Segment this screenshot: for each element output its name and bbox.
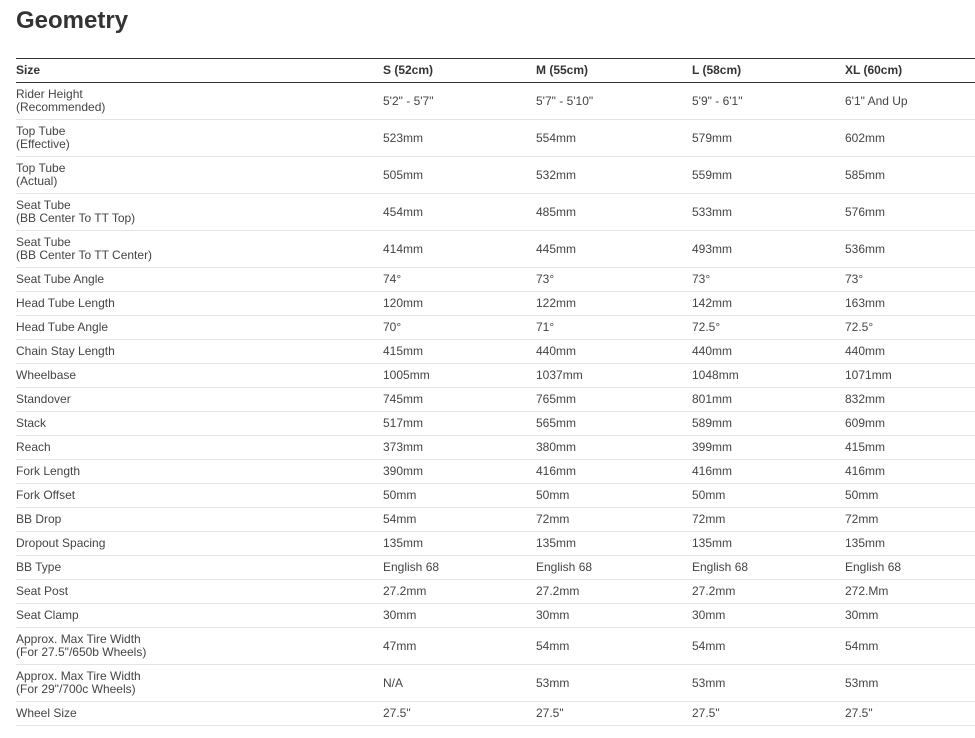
cell-xl: 72mm bbox=[845, 512, 879, 526]
row-label bbox=[16, 316, 383, 340]
cell-l: 27.5" bbox=[692, 706, 720, 720]
cell-s: N/A bbox=[383, 675, 404, 690]
column-header-l: L (58cm) bbox=[692, 63, 742, 77]
cell-l: 30mm bbox=[692, 608, 726, 622]
row-label bbox=[16, 460, 383, 484]
row-label-text: Top Tube bbox=[16, 124, 66, 138]
cell-l: 50mm bbox=[692, 488, 726, 502]
cell-m: 765mm bbox=[536, 392, 577, 406]
page-title: Geometry bbox=[16, 7, 129, 34]
cell-m: 554mm bbox=[536, 130, 577, 145]
row-label-text: Reach bbox=[16, 440, 51, 454]
row-label bbox=[16, 194, 383, 231]
geometry-table bbox=[16, 58, 975, 726]
row-label-text: Fork Offset bbox=[16, 488, 76, 502]
table-row bbox=[16, 388, 975, 412]
row-label-text: Rider Height bbox=[16, 87, 83, 101]
cell-s: 390mm bbox=[383, 464, 424, 478]
table-body bbox=[16, 83, 975, 726]
column-header-size: Size bbox=[16, 63, 41, 77]
cell-l: 589mm bbox=[692, 416, 733, 430]
row-label bbox=[16, 508, 383, 532]
cell-xl: 6'1" And Up bbox=[845, 93, 908, 108]
cell-xl: 585mm bbox=[845, 167, 886, 182]
cell-xl: 832mm bbox=[845, 392, 886, 406]
table-row bbox=[16, 157, 975, 194]
cell-m: 54mm bbox=[536, 638, 570, 653]
row-label-text: BB Drop bbox=[16, 512, 62, 526]
cell-m: 27.5" bbox=[536, 706, 564, 720]
cell-s: 30mm bbox=[383, 608, 417, 622]
table-row bbox=[16, 364, 975, 388]
row-label-subtext: (BB Center To TT Center) bbox=[16, 248, 153, 262]
cell-l: 440mm bbox=[692, 344, 733, 358]
cell-l: English 68 bbox=[692, 560, 749, 574]
row-label-text: Approx. Max Tire Width bbox=[16, 669, 141, 683]
cell-s: 1005mm bbox=[383, 368, 430, 382]
cell-xl: 27.5" bbox=[845, 706, 873, 720]
header-row bbox=[16, 59, 975, 83]
cell-xl: 54mm bbox=[845, 638, 879, 653]
row-label bbox=[16, 436, 383, 460]
row-label bbox=[16, 268, 383, 292]
cell-l: 53mm bbox=[692, 675, 726, 690]
cell-m: 30mm bbox=[536, 608, 570, 622]
row-label bbox=[16, 412, 383, 436]
cell-l: 559mm bbox=[692, 167, 733, 182]
table-row bbox=[16, 194, 975, 231]
cell-s: English 68 bbox=[383, 560, 440, 574]
cell-m: 53mm bbox=[536, 675, 570, 690]
row-label bbox=[16, 120, 383, 157]
row-label-text: Approx. Max Tire Width bbox=[16, 632, 141, 646]
row-label bbox=[16, 532, 383, 556]
cell-m: 5'7" - 5'10" bbox=[536, 93, 594, 108]
table-row bbox=[16, 436, 975, 460]
cell-l: 72.5° bbox=[692, 320, 721, 334]
table-row bbox=[16, 412, 975, 436]
table-row bbox=[16, 580, 975, 604]
column-header-xl: XL (60cm) bbox=[845, 63, 903, 77]
cell-m: 122mm bbox=[536, 296, 577, 310]
row-label-text: Wheel Size bbox=[16, 706, 77, 720]
row-label-subtext: (Actual) bbox=[16, 174, 58, 188]
cell-m: 485mm bbox=[536, 204, 577, 219]
cell-s: 47mm bbox=[383, 638, 417, 653]
row-label bbox=[16, 157, 383, 194]
cell-s: 54mm bbox=[383, 512, 417, 526]
cell-l: 801mm bbox=[692, 392, 733, 406]
row-label-text: Seat Tube Angle bbox=[16, 272, 105, 286]
row-label-text: Wheelbase bbox=[16, 368, 77, 382]
row-label-subtext: (BB Center To TT Top) bbox=[16, 211, 136, 225]
table-row bbox=[16, 83, 975, 120]
cell-m: 445mm bbox=[536, 241, 577, 256]
cell-m: 440mm bbox=[536, 344, 577, 358]
table-row bbox=[16, 340, 975, 364]
cell-xl: 440mm bbox=[845, 344, 886, 358]
row-label-text: Standover bbox=[16, 392, 71, 406]
cell-m: 135mm bbox=[536, 536, 577, 550]
cell-s: 50mm bbox=[383, 488, 417, 502]
row-label-subtext: (For 29"/700c Wheels) bbox=[16, 682, 136, 696]
table-row bbox=[16, 292, 975, 316]
cell-s: 414mm bbox=[383, 241, 424, 256]
cell-s: 27.5" bbox=[383, 706, 411, 720]
cell-s: 74° bbox=[383, 272, 402, 286]
row-label bbox=[16, 292, 383, 316]
cell-l: 73° bbox=[692, 272, 711, 286]
table-row bbox=[16, 532, 975, 556]
row-label-subtext: (For 27.5"/650b Wheels) bbox=[16, 645, 147, 659]
cell-xl: 50mm bbox=[845, 488, 879, 502]
row-label-text: Chain Stay Length bbox=[16, 344, 115, 358]
cell-s: 27.2mm bbox=[383, 584, 427, 598]
row-label bbox=[16, 388, 383, 412]
table-row bbox=[16, 268, 975, 292]
row-label bbox=[16, 556, 383, 580]
cell-m: 73° bbox=[536, 272, 555, 286]
cell-l: 399mm bbox=[692, 440, 733, 454]
row-label-text: Stack bbox=[16, 416, 47, 430]
table-row bbox=[16, 231, 975, 268]
cell-s: 373mm bbox=[383, 440, 424, 454]
cell-m: English 68 bbox=[536, 560, 593, 574]
row-label-text: Dropout Spacing bbox=[16, 536, 106, 550]
cell-s: 454mm bbox=[383, 204, 424, 219]
column-header-s: S (52cm) bbox=[383, 63, 434, 77]
cell-s: 120mm bbox=[383, 296, 424, 310]
cell-l: 416mm bbox=[692, 464, 733, 478]
row-label-text: Seat Tube bbox=[16, 198, 71, 212]
row-label bbox=[16, 364, 383, 388]
row-label bbox=[16, 340, 383, 364]
cell-xl: 1071mm bbox=[845, 368, 892, 382]
table-row bbox=[16, 484, 975, 508]
cell-l: 72mm bbox=[692, 512, 726, 526]
row-label bbox=[16, 484, 383, 508]
table-row bbox=[16, 604, 975, 628]
cell-xl: 536mm bbox=[845, 241, 886, 256]
cell-m: 1037mm bbox=[536, 368, 583, 382]
row-label-text: Fork Length bbox=[16, 464, 81, 478]
table-row bbox=[16, 316, 975, 340]
row-label-text: Top Tube bbox=[16, 161, 66, 175]
cell-s: 517mm bbox=[383, 416, 424, 430]
row-label-subtext: (Recommended) bbox=[16, 100, 106, 114]
cell-xl: 73° bbox=[845, 272, 864, 286]
table-row bbox=[16, 460, 975, 484]
column-header-m: M (55cm) bbox=[536, 63, 589, 77]
row-label bbox=[16, 628, 383, 665]
cell-s: 135mm bbox=[383, 536, 424, 550]
cell-l: 54mm bbox=[692, 638, 726, 653]
row-label-text: Seat Post bbox=[16, 584, 69, 598]
cell-l: 27.2mm bbox=[692, 584, 736, 598]
row-label-subtext: (Effective) bbox=[16, 137, 70, 151]
cell-xl: 163mm bbox=[845, 296, 886, 310]
row-label-text: Head Tube Length bbox=[16, 296, 115, 310]
cell-s: 415mm bbox=[383, 344, 424, 358]
cell-m: 380mm bbox=[536, 440, 577, 454]
cell-xl: 53mm bbox=[845, 675, 879, 690]
cell-s: 523mm bbox=[383, 130, 424, 145]
cell-m: 416mm bbox=[536, 464, 577, 478]
cell-m: 71° bbox=[536, 320, 555, 334]
row-label bbox=[16, 604, 383, 628]
cell-xl: 602mm bbox=[845, 130, 886, 145]
table-row bbox=[16, 120, 975, 157]
table-header bbox=[16, 59, 975, 83]
cell-xl: 416mm bbox=[845, 464, 886, 478]
cell-xl: 135mm bbox=[845, 536, 886, 550]
table-row bbox=[16, 508, 975, 532]
row-label bbox=[16, 231, 383, 268]
row-label-text: Seat Clamp bbox=[16, 608, 79, 622]
cell-xl: 272.Mm bbox=[845, 584, 889, 598]
cell-xl: 415mm bbox=[845, 440, 886, 454]
cell-l: 5'9" - 6'1" bbox=[692, 93, 743, 108]
table-row bbox=[16, 702, 975, 726]
cell-m: 27.2mm bbox=[536, 584, 580, 598]
row-label-text: Seat Tube bbox=[16, 235, 71, 249]
table-row bbox=[16, 665, 975, 702]
table-row bbox=[16, 628, 975, 665]
cell-l: 493mm bbox=[692, 241, 733, 256]
row-label bbox=[16, 702, 383, 726]
cell-l: 533mm bbox=[692, 204, 733, 219]
row-label-text: Head Tube Angle bbox=[16, 320, 109, 334]
cell-xl: 576mm bbox=[845, 204, 886, 219]
cell-l: 135mm bbox=[692, 536, 733, 550]
row-label-text: BB Type bbox=[16, 560, 62, 574]
cell-m: 565mm bbox=[536, 416, 577, 430]
cell-s: 745mm bbox=[383, 392, 424, 406]
cell-xl: 72.5° bbox=[845, 320, 874, 334]
cell-l: 142mm bbox=[692, 296, 733, 310]
cell-xl: English 68 bbox=[845, 560, 902, 574]
cell-m: 72mm bbox=[536, 512, 570, 526]
cell-l: 1048mm bbox=[692, 368, 739, 382]
row-label bbox=[16, 665, 383, 702]
cell-m: 532mm bbox=[536, 167, 577, 182]
cell-s: 70° bbox=[383, 320, 402, 334]
cell-xl: 30mm bbox=[845, 608, 879, 622]
row-label bbox=[16, 83, 383, 120]
table-row bbox=[16, 556, 975, 580]
cell-s: 505mm bbox=[383, 167, 424, 182]
cell-m: 50mm bbox=[536, 488, 570, 502]
cell-xl: 609mm bbox=[845, 416, 886, 430]
cell-s: 5'2" - 5'7" bbox=[383, 93, 434, 108]
cell-l: 579mm bbox=[692, 130, 733, 145]
row-label bbox=[16, 580, 383, 604]
